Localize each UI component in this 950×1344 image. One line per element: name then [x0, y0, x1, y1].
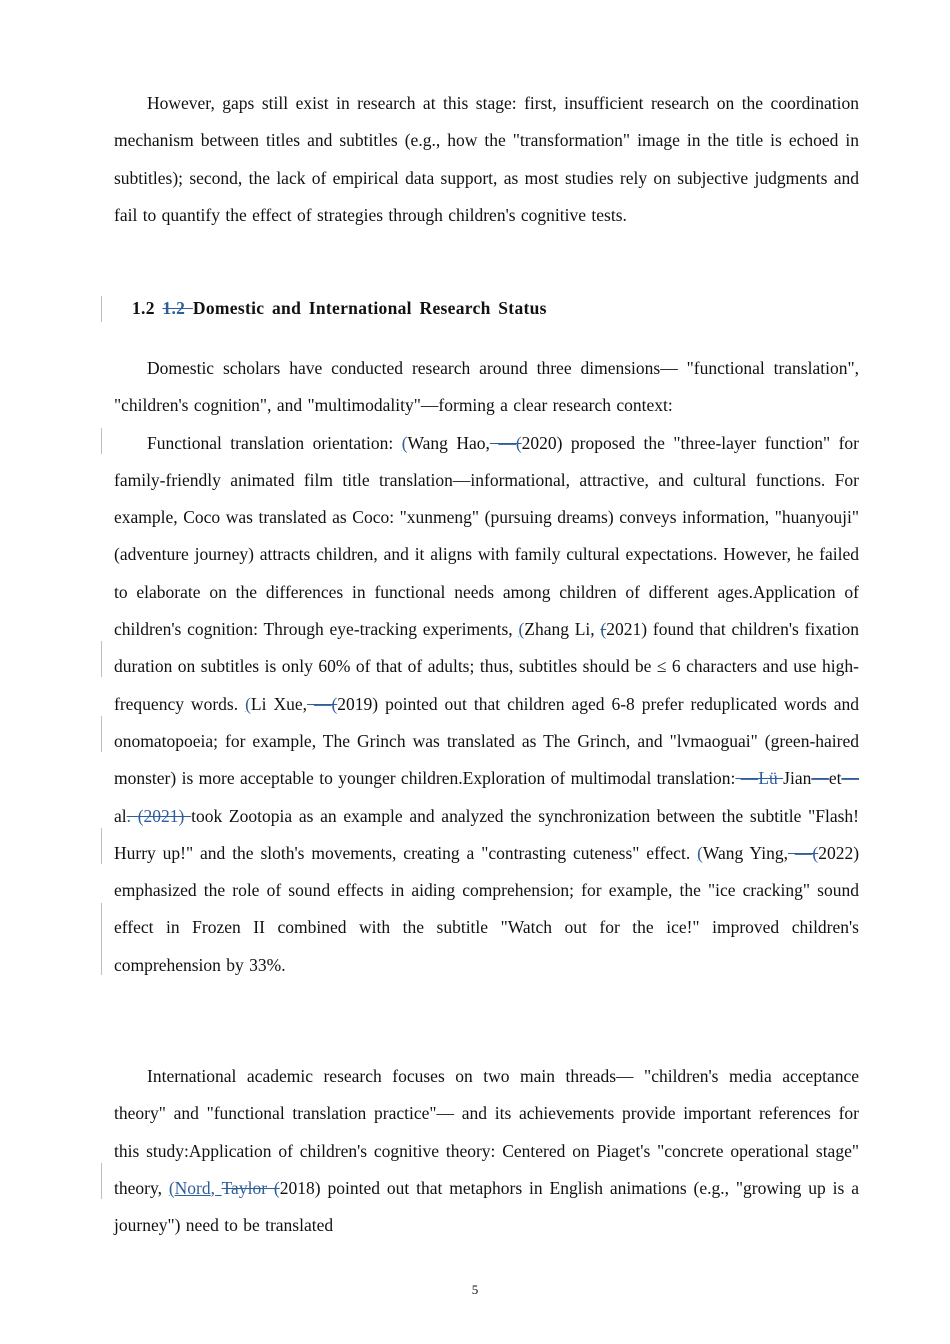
deleted-text: —	[811, 768, 829, 789]
paragraph-domestic-details: Functional translation orientation: (Wang Hao, —(2020) proposed the "three-layer function" for family-friendly animated film title translation—informational, attractive, and cultural functions. For example, Coco was translated as Coco: "xunmeng" (pursuing dreams) conveys information, "huanyouji" (adventure journey) attracts children, and it aligns with family cultural expectations. However, he failed to elaborate on the differences in functional needs among children of different ages.Application of children's cognition: Through eye-tracking experiments, (Zhang Li, (2021) found that children's fixation duration on subtitles is only 60% of that of adults; thus, subtitles should be ≤ 6 characters and use high-frequency words. (Li Xue, —(2019) pointed out that children aged 6-8 prefer reduplicated words and onomatopoeia; for example, The Grinch was translated as The Grinch, and "lvmaoguai" (green-haired monster) is more acceptable to younger children.Exploration of multimodal translation: —Lü Jian—et—al. (2021) took Zootopia as an example and analyzed the synchronization between the subtitle "Flash! Hurry up!" and the sloth's movements, creating a "contrasting cuteness" effect. (Wang Ying, —(2022) emphasized the role of sound effects in aiding comprehension; for example, the "ice cracking" sound effect in Frozen II combined with the subtitle "Watch out for the ice!" improved children's comprehension by 33%.	[114, 432, 860, 975]
deleted-text: Lü	[758, 768, 784, 789]
deleted-heading-number: 1.2	[162, 298, 193, 318]
deleted-text: —(	[787, 842, 819, 863]
change-bar	[101, 828, 102, 864]
deleted-text: (2021)	[137, 805, 192, 826]
change-bar	[101, 903, 102, 975]
change-bar	[101, 428, 102, 454]
page-number: 5	[471, 1282, 479, 1297]
domestic-research-section	[114, 350, 859, 984]
section-heading	[132, 298, 547, 319]
deleted-text: —	[735, 768, 759, 789]
international-research-section	[114, 1058, 859, 1244]
inserted-text: (Nord	[168, 1177, 211, 1198]
change-bar	[101, 641, 102, 677]
inserted-text: (	[401, 432, 408, 453]
inserted-text: (	[245, 693, 251, 714]
change-bar	[101, 716, 102, 752]
change-bar	[101, 296, 102, 322]
paragraph-international: International academic research focuses on two main threads— "children's media acceptance theory" and "functional translation practice"— and its achievements provide important references for this study:Application of children's cognitive theory: Centered on Piaget's "concrete operational stage" theory, (Nord, Taylor (2018) pointed out that metaphors in English animations (e.g., "growing up is a journey") need to be translated	[114, 1066, 859, 1236]
deleted-text: —(	[306, 693, 338, 714]
heading-title: Domestic and International Research Status	[192, 298, 547, 318]
change-bar	[101, 1163, 102, 1199]
deleted-text: (	[600, 619, 607, 640]
inserted-text: (	[518, 619, 525, 640]
paragraph-research-gaps: However, gaps still exist in research at this stage: first, insufficient research on the coordination mechanism between titles and subtitles (e.g., how the "transformation" image in the title is echoed in subtitles); second, the lack of empirical data support, as most studies rely on subjective judgments and fail to quantify the effect of strategies through children's cognitive tests.	[114, 93, 859, 225]
deleted-text: Taylor (	[221, 1177, 280, 1198]
inserted-text: (	[697, 842, 703, 863]
inserted-text: ,	[210, 1177, 222, 1198]
heading-number: 1.2	[132, 298, 163, 318]
deleted-text: —	[841, 768, 859, 789]
deleted-text: —(	[489, 432, 522, 453]
paragraph-domestic-intro: Domestic scholars have conducted research around three dimensions— "functional translation", "children's cognition", and "multimodality"—forming a clear research context:	[114, 358, 859, 416]
deleted-text: .	[126, 805, 138, 826]
